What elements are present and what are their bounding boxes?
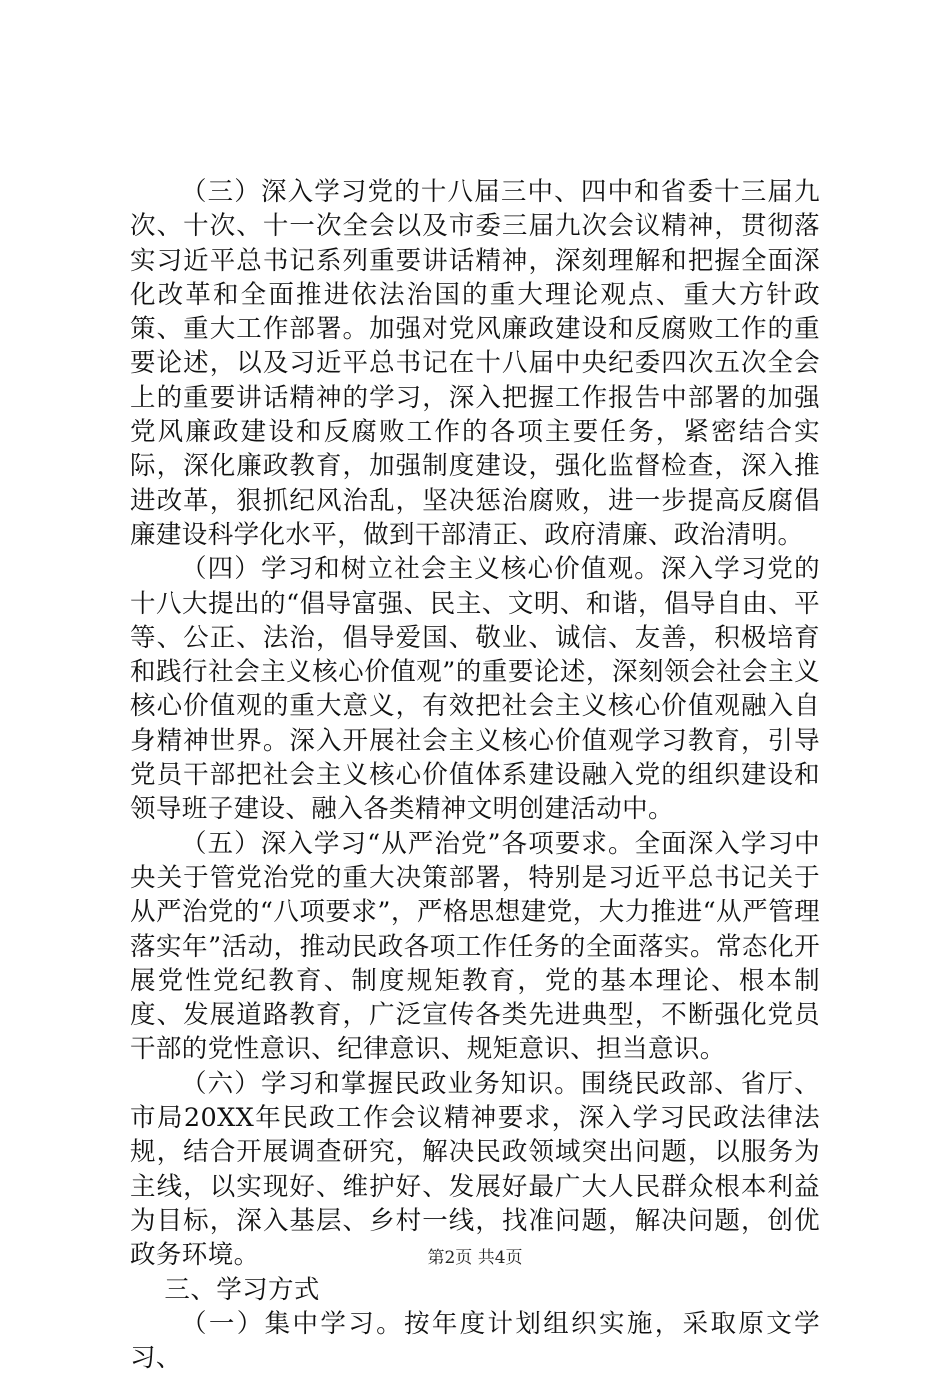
paragraph-study-method-1: （一）集中学习。按年度计划组织实施，采取原文学习、: [130, 1308, 820, 1374]
document-body: [130, 175, 820, 1375]
paragraph-5: （五）深入学习“从严治党”各项要求。全面深入学习中央关于管党治党的重大决策部署，特别是习近平总书记关于从严治党的“八项要求”，严格思想建党，大力推进“从严管理落实年”活动，推动民政各项工作任务的全面落实。常态化开展党性党纪教育、制度规矩教育，党的基本理论、根本制度、发展道路教育，广泛宣传各类先进典型，不断强化党员干部的党性意识、纪律意识、规矩意识、担当意识。: [130, 828, 820, 1065]
paragraph-3: （三）深入学习党的十八届三中、四中和省委十三届九次、十次、十一次全会以及市委三届九次会议精神，贯彻落实习近平总书记系列重要讲话精神，深刻理解和把握全面深化改革和全面推进依法治国的重大理论观点、重大方针政策、重大工作部署。加强对党风廉政建设和反腐败工作的重要论述，以及习近平总书记在十八届中央纪委四次五次全会上的重要讲话精神的学习，深入把握工作报告中部署的加强党风廉政建设和反腐败工作的各项主要任务，紧密结合实际，深化廉政教育，加强制度建设，强化监督检查，深入推进改革，狠抓纪风治乱，坚决惩治腐败，进一步提高反腐倡廉建设科学化水平，做到干部清正、政府清廉、政治清明。: [130, 177, 820, 550]
section-heading: 三、学习方式: [164, 1274, 320, 1305]
paragraph-6: （六）学习和掌握民政业务知识。围绕民政部、省厅、市局20XX年民政工作会议精神要求，深入学习民政法律法规，结合开展调查研究，解决民政领域突出问题，以服务为主线，以实现好、维护好、发展好最广大人民群众根本利益为目标，深入基层、乡村一线，找准问题，解决问题，创优政务环境。: [130, 1068, 820, 1271]
page-number-footer: 第2页 共4页: [427, 1248, 523, 1268]
paragraph-4: （四）学习和树立社会主义核心价值观。深入学习党的十八大提出的“倡导富强、民主、文明、和谐，倡导自由、平等、公正、法治，倡导爱国、敬业、诚信、友善，积极培育和践行社会主义核心价值观”的重要论述，深刻领会社会主义核心价值观的重大意义，有效把社会主义核心价值观融入自身精神世界。深入开展社会主义核心价值观学习教育，引导党员干部把社会主义核心价值体系建设融入党的组织建设和领导班子建设、融入各类精神文明创建活动中。: [130, 554, 820, 825]
